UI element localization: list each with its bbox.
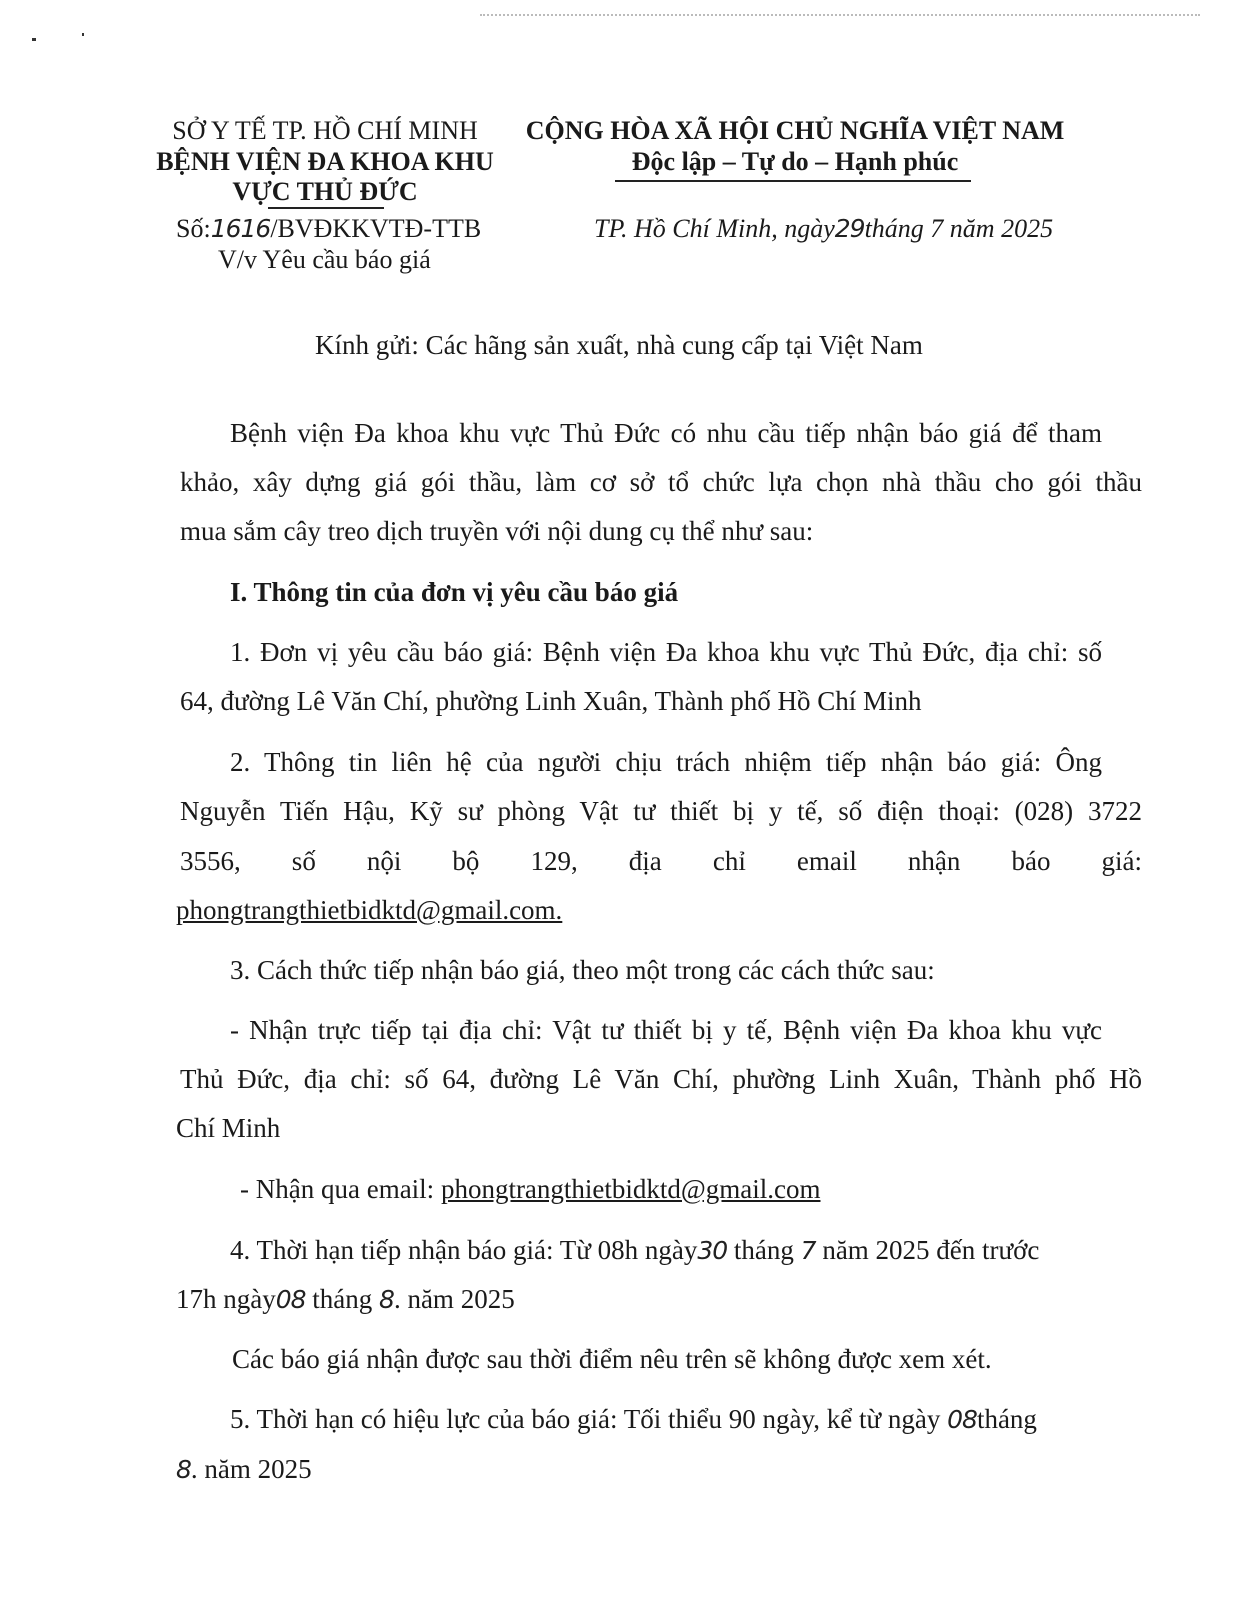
intro-line-1: Bệnh viện Đa khoa khu vực Thủ Đức có nhu cầu tiếp nhận báo giá để tham [230,418,1102,448]
handwritten-start-month: 7 [800,1236,816,1265]
document-number [176,213,481,245]
item-3-direct-line-2: Thủ Đức, địa chỉ: số 64, đường Lê Văn Chí, phường Linh Xuân, Thành phố Hồ [180,1064,1142,1094]
section-1-title: I. Thông tin của đơn vị yêu cầu báo giá [230,577,679,607]
number-prefix: Số: [176,214,211,243]
item-4-line-1 [230,1235,1039,1266]
item-5-text-a: 5. Thời hạn có hiệu lực của báo giá: Tối thiểu 90 ngày, kể từ ngày [230,1404,941,1434]
item-5-text-b: tháng [976,1404,1037,1434]
item-3-title: 3. Cách thức tiếp nhận báo giá, theo một trong các cách thức sau: [230,955,935,985]
nation-title: CỘNG HÒA XÃ HỘI CHỦ NGHĨA VIỆT NAM [525,116,1065,145]
item-4-text-b: tháng [733,1235,794,1265]
scan-speck [32,38,36,41]
item-2-line-3: 3556, số nội bộ 129, địa chỉ email nhận báo giá: [180,846,1142,876]
hospital-name-line2: VỰC THỦ ĐỨC [232,177,418,206]
intro-line-2: khảo, xây dựng giá gói thầu, làm cơ sở tổ chức lựa chọn nhà thầu cho gói thầu [180,467,1142,497]
scan-speck [82,33,84,36]
hospital-name-line1: BỆNH VIỆN ĐA KHOA KHU [156,147,494,176]
handwritten-number: 1616 [210,214,271,243]
number-suffix: /BVĐKKVTĐ-TTB [270,214,482,243]
contact-email-link[interactable]: phongtrangthietbidktd@gmail.com. [176,895,563,925]
left-header-rule [268,207,384,209]
item-4-text-e: tháng [312,1284,373,1314]
scan-artifact-line [480,14,1200,16]
date-suffix: tháng 7 năm 2025 [864,214,1054,243]
handwritten-end-day: 08 [275,1285,306,1314]
item-5-line-2 [176,1454,312,1485]
item-5-line-1 [230,1404,1037,1435]
item-2-line-2: Nguyễn Tiến Hậu, Kỹ sư phòng Vật tư thiết bị y tế, số điện thoại: (028) 3722 [180,796,1142,826]
handwritten-day: 29 [834,214,865,243]
date-prefix: TP. Hồ Chí Minh, ngày [594,214,835,243]
item-4-text-a: 4. Thời hạn tiếp nhận báo giá: Từ 08h ngày [230,1235,698,1265]
motto-underline [615,180,971,182]
item-5-text-c: . năm 2025 [190,1454,312,1484]
receive-email-link[interactable]: phongtrangthietbidktd@gmail.com [440,1174,821,1204]
document-subject: V/v Yêu cầu báo giá [218,245,431,274]
item-3-direct-line-3: Chí Minh [176,1113,281,1143]
item-3-direct-line-1: - Nhận trực tiếp tại địa chỉ: Vật tư thiết bị y tế, Bệnh viện Đa khoa khu vực [230,1015,1102,1045]
item-4-text-f: . năm 2025 [393,1284,515,1314]
item-1-line-2: 64, đường Lê Văn Chí, phường Linh Xuân, Thành phố Hồ Chí Minh [180,686,922,716]
agency-name: SỞ Y TẾ TP. HỒ CHÍ MINH [172,116,478,145]
national-motto: Độc lập – Tự do – Hạnh phúc [631,147,959,176]
item-4-text-c: năm 2025 đến trước [822,1235,1040,1265]
handwritten-end-month: 8 [379,1285,394,1314]
item-4-text-d: 17h ngày [176,1284,276,1314]
handwritten-validity-day: 08 [947,1405,977,1434]
intro-line-3: mua sắm cây treo dịch truyền với nội dung cụ thể như sau: [180,516,814,546]
recipient-line: Kính gửi: Các hãng sản xuất, nhà cung cấp tại Việt Nam [315,330,923,360]
handwritten-start-day: 30 [697,1236,728,1265]
item-2-line-1: 2. Thông tin liên hệ của người chịu trách nhiệm tiếp nhận báo giá: Ông [230,747,1102,777]
item-1-line-1: 1. Đơn vị yêu cầu báo giá: Bệnh viện Đa khoa khu vực Thủ Đức, địa chỉ: số [230,637,1102,667]
item-4-line-2 [176,1284,515,1315]
item-4-note: Các báo giá nhận được sau thời điểm nêu trên sẽ không được xem xét. [232,1344,992,1374]
handwritten-validity-month: 8 [176,1455,191,1484]
document-date [594,213,1053,245]
email-prefix: - Nhận qua email: [240,1174,435,1204]
item-3-email-line [240,1174,821,1205]
